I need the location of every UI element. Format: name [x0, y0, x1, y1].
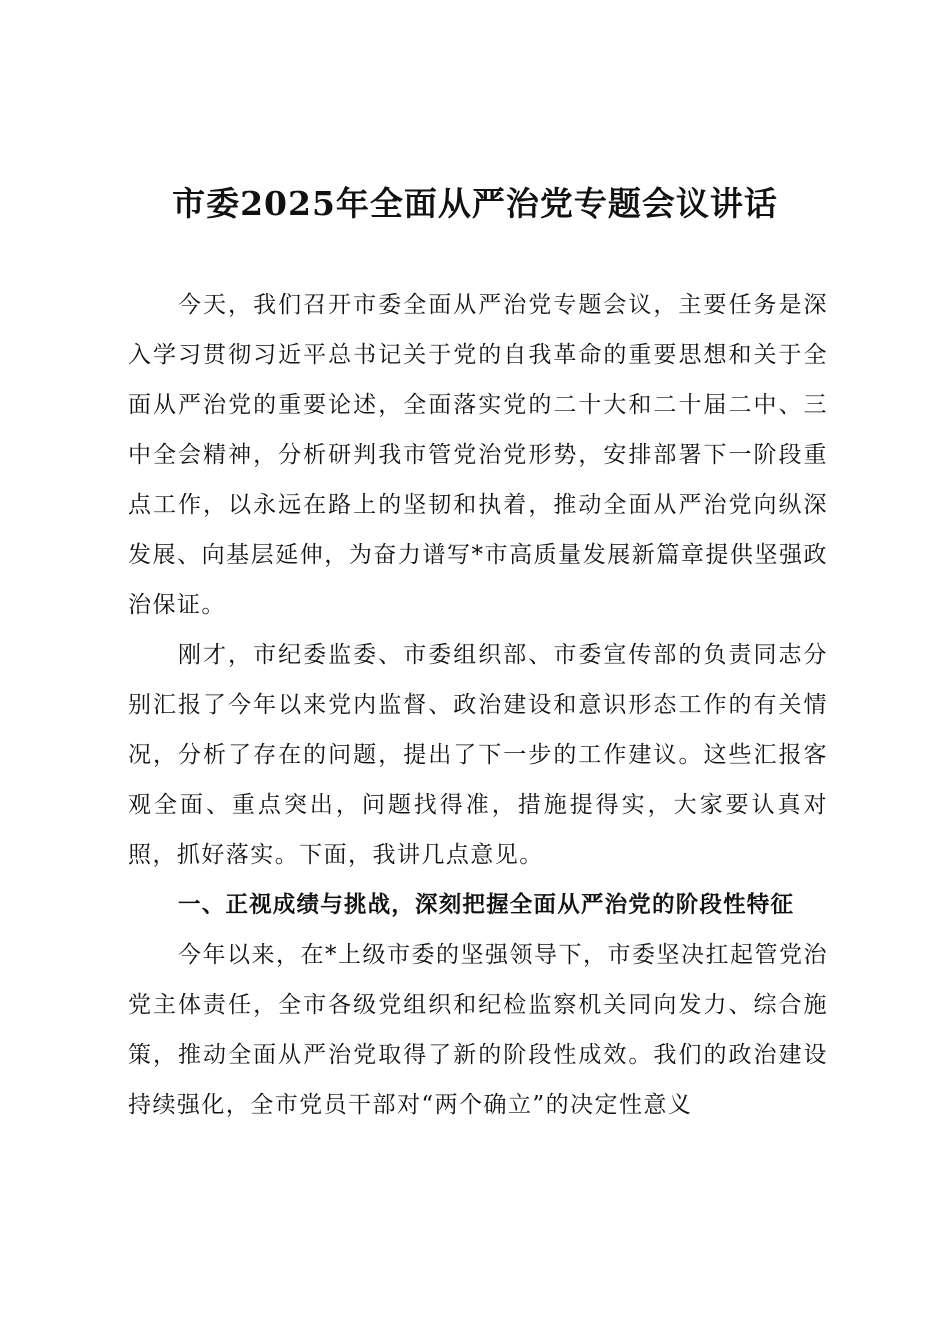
paragraph-section-1: 今年以来，在*上级市委的坚强领导下，市委坚决扛起管党治党主体责任，全市各级党组织和纪检监察机关同向发力、综合施策，推动全面从严治党取得了新的阶段性成效。我们的政治建设持续强化，全市党员干部对“两个确立”的决定性意义	[128, 942, 828, 1118]
paragraph-reports: 刚才，市纪委监委、市委组织部、市委宣传部的负责同志分别汇报了今年以来党内监督、政治建设和意识形态工作的有关情况，分析了存在的问题，提出了下一步的工作建议。这些汇报客观全面、重点突出，问题找得准，措施提得实，大家要认真对照，抓好落实。下面，我讲几点意见。	[128, 642, 828, 868]
paragraph-opening: 今天，我们召开市委全面从严治党专题会议，主要任务是深入学习贯彻习近平总书记关于党的自我革命的重要思想和关于全面从严治党的重要论述，全面落实党的二十大和二十届二中、三中全会精神，分析研判我市管党治党形势，安排部署下一阶段重点工作，以永远在路上的坚韧和执着，推动全面从严治党向纵深发展、向基层延伸，为奋力谱写*市高质量发展新篇章提供坚强政治保证。	[128, 292, 828, 618]
document-title: 市委2025年全面从严治党专题会议讲话	[172, 184, 778, 223]
document-body	[128, 280, 828, 1130]
section-heading-1: 一、正视成绩与挑战，深刻把握全面从严治党的阶段性特征	[178, 892, 795, 918]
